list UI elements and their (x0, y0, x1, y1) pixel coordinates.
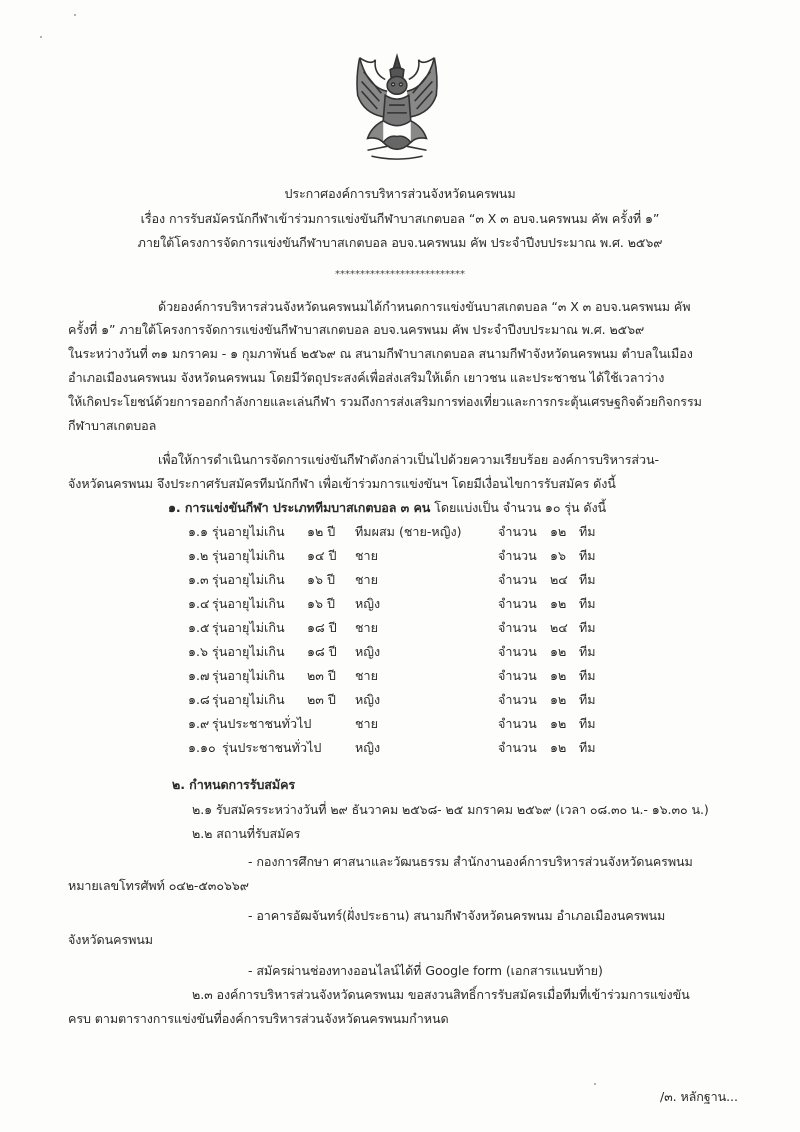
separator-stars: ************************** (335, 269, 465, 280)
division-no: ๑.๑ (188, 524, 208, 539)
division-count: ๑๒ (550, 524, 567, 539)
intro-line-3: ในระหว่างวันที่ ๓๑ มกราคม - ๑ กุมภาพันธ์ ๒๕๖๙ ณ สนามกีฬาบาสเกตบอล สนามกีฬาจังหวัดนครพนม ตำบลในเมือง (68, 346, 693, 361)
division-no: ๑.๕ (188, 620, 210, 635)
division-no: ๑.๙ (188, 716, 210, 731)
location-2-line-2: จังหวัดนครพนม (68, 932, 153, 947)
division-name: รุ่นอายุไม่เกิน (212, 572, 285, 587)
division-name: รุ่นอายุไม่เกิน (212, 644, 285, 659)
division-unit: ทีม (579, 740, 596, 755)
location-3-online: - สมัครผ่านช่องทางออนไลน์ได้ที่ Google form (เอกสารแนบท้าย) (248, 963, 603, 978)
division-gender: หญิง (355, 692, 381, 707)
division-count-label: จำนวน (498, 716, 537, 731)
division-count: ๑๖ (550, 548, 566, 563)
division-gender: หญิง (355, 596, 381, 611)
division-count-label: จำนวน (498, 596, 537, 611)
division-count-label: จำนวน (498, 740, 537, 755)
division-count: ๒๔ (550, 572, 568, 587)
division-count-label: จำนวน (498, 668, 537, 683)
section1-heading-rest: โดยแบ่งเป็น จำนวน ๑๐ รุ่น ดังนี้ (430, 500, 607, 515)
division-no: ๑.๒ (188, 548, 209, 563)
division-unit: ทีม (579, 524, 596, 539)
division-gender: ทีมผสม (ชาย-หญิง) (355, 524, 462, 539)
division-age: ๑๘ ปี (307, 620, 337, 635)
division-count-label: จำนวน (498, 548, 537, 563)
division-no: ๑.๓ (188, 572, 209, 587)
division-name: รุ่นอายุไม่เกิน (212, 524, 285, 539)
division-unit: ทีม (579, 716, 596, 731)
division-no: ๑.๘ (188, 692, 210, 707)
division-no: ๑.๖ (188, 644, 208, 659)
page-continuation: /๓. หลักฐาน... (660, 1089, 738, 1104)
scan-speck (40, 36, 42, 38)
section1-heading-bold: ๑. การแข่งขันกีฬา ประเภททีมบาสเกตบอล ๓ คน (168, 500, 431, 515)
division-unit: ทีม (579, 692, 596, 707)
division-count: ๑๒ (550, 596, 567, 611)
division-count: ๑๒ (550, 668, 567, 683)
division-name: รุ่นอายุไม่เกิน (212, 692, 285, 707)
division-gender: ชาย (355, 572, 378, 587)
section1-heading (168, 499, 606, 517)
section2-heading: ๒. กำหนดการรับสมัคร (172, 777, 296, 792)
division-no: ๑.๑๐ (188, 740, 216, 755)
division-unit: ทีม (579, 620, 596, 635)
announcement-project: ภายใต้โครงการจัดการแข่งขันกีฬาบาสเกตบอล อบจ.นครพนม คัพ ประจำปีงบประมาณ พ.ศ. ๒๕๖๙ (137, 235, 663, 250)
division-no: ๑.๗ (188, 668, 210, 683)
division-no: ๑.๔ (188, 596, 210, 611)
division-count-label: จำนวน (498, 644, 537, 659)
intro-line-2: ครั้งที่ ๑” ภายใต้โครงการจัดการแข่งขันกีฬาบาสเกตบอล อบจ.นครพนม คัพ ประจำปีงบประมาณ พ.ศ. ๒๕๖๙ (68, 322, 645, 337)
division-name: รุ่นประชาชนทั่วไป (212, 716, 312, 731)
reservation-clause-line-1: ๒.๓ องค์การบริหารส่วนจังหวัดนครพนม ขอสงวนสิทธิ์การรับสมัครเมื่อทีมที่เข้าร่วมการแข่งขัน (192, 987, 690, 1002)
division-count: ๑๒ (550, 644, 567, 659)
division-count-label: จำนวน (498, 692, 537, 707)
division-gender: หญิง (355, 644, 381, 659)
intro-line-1: ด้วยองค์การบริหารส่วนจังหวัดนครพนมได้กำหนดการแข่งขันบาสเกตบอล “๓ X ๓ อบจ.นครพนม คัพ (158, 299, 691, 314)
division-gender: ชาย (355, 668, 378, 683)
division-unit: ทีม (579, 548, 596, 563)
division-gender: ชาย (355, 716, 378, 731)
division-unit: ทีม (579, 572, 596, 587)
intro-line-4: อำเภอเมืองนครพนม จังหวัดนครพนม โดยมีวัตถุประสงค์เพื่อส่งเสริมให้เด็ก เยาวชน และประชาชน ได้ใช้เวลาว่าง (68, 370, 665, 385)
division-age: ๒๓ ปี (307, 692, 336, 707)
announcement-title: ประกาศองค์การบริหารส่วนจังหวัดนครพนม (284, 186, 516, 201)
division-count: ๑๒ (550, 716, 567, 731)
division-gender: หญิง (355, 740, 381, 755)
division-age: ๑๒ ปี (307, 524, 336, 539)
location-1-phone: หมายเลขโทรศัพท์ ๐๔๒-๕๓๐๖๖๙ (68, 878, 249, 893)
division-count-label: จำนวน (498, 524, 537, 539)
division-unit: ทีม (579, 644, 596, 659)
announcement-subject: เรื่อง การรับสมัครนักกีฬาเข้าร่วมการแข่งขันกีฬาบาสเกตบอล “๓ X ๓ อบจ.นครพนม คัพ ครั้งที่ ๑” (140, 211, 660, 226)
division-name: รุ่นอายุไม่เกิน (212, 668, 285, 683)
registration-period: ๒.๑ รับสมัครระหว่างวันที่ ๒๙ ธันวาคม ๒๕๖๘- ๒๕ มกราคม ๒๕๖๙ (เวลา ๐๘.๓๐ น.- ๑๖.๓๐ น.) (192, 802, 709, 817)
division-age: ๑๖ ปี (307, 572, 335, 587)
division-age: ๑๖ ปี (307, 596, 335, 611)
division-name: รุ่นอายุไม่เกิน (212, 596, 285, 611)
purpose-line-2: จังหวัดนครพนม จึงประกาศรับสมัครทีมนักกีฬา เพื่อเข้าร่วมการแข่งขันฯ โดยมีเงื่อนไขการรับสมัคร ดังนี้ (68, 476, 616, 491)
division-unit: ทีม (579, 668, 596, 683)
registration-location-heading: ๒.๒ สถานที่รับสมัคร (192, 826, 301, 841)
reservation-clause-line-2: ครบ ตามตารางการแข่งขันที่องค์การบริหารส่วนจังหวัดนครพนมกำหนด (68, 1011, 449, 1026)
scan-speck (594, 1083, 596, 1085)
location-2-line-1: - อาคารอัฒจันทร์(ฝั่งประธาน) สนามกีฬาจังหวัดนครพนม อำเภอเมืองนครพนม (248, 908, 666, 923)
division-count-label: จำนวน (498, 572, 537, 587)
division-age: ๑๔ ปี (307, 548, 337, 563)
division-age: ๑๘ ปี (307, 644, 337, 659)
garuda-emblem-icon (338, 48, 456, 166)
division-count: ๒๔ (550, 620, 568, 635)
location-1-line-1: - กองการศึกษา ศาสนาและวัฒนธรรม สำนักงานองค์การบริหารส่วนจังหวัดนครพนม (248, 854, 693, 869)
division-age: ๒๓ ปี (307, 668, 336, 683)
intro-line-5: ให้เกิดประโยชน์ด้วยการออกกำลังกายและเล่นกีฬา รวมถึงการส่งเสริมการท่องเที่ยวและการกระตุ้นเศรษฐกิจด้วยกิจกรรม (68, 394, 702, 409)
division-gender: ชาย (355, 620, 378, 635)
division-count: ๑๒ (550, 740, 567, 755)
division-name: รุ่นอายุไม่เกิน (212, 548, 285, 563)
division-unit: ทีม (579, 596, 596, 611)
division-gender: ชาย (355, 548, 378, 563)
division-count-label: จำนวน (498, 620, 537, 635)
division-count: ๑๒ (550, 692, 567, 707)
division-name: รุ่นประชาชนทั่วไป (222, 740, 322, 755)
scan-speck (74, 14, 76, 16)
intro-line-6: กีฬาบาสเกตบอล (68, 418, 157, 433)
purpose-line-1: เพื่อให้การดำเนินการจัดการแข่งขันกีฬาดังกล่าวเป็นไปด้วยความเรียบร้อย องค์การบริหารส่วน- (158, 452, 659, 467)
division-name: รุ่นอายุไม่เกิน (212, 620, 285, 635)
